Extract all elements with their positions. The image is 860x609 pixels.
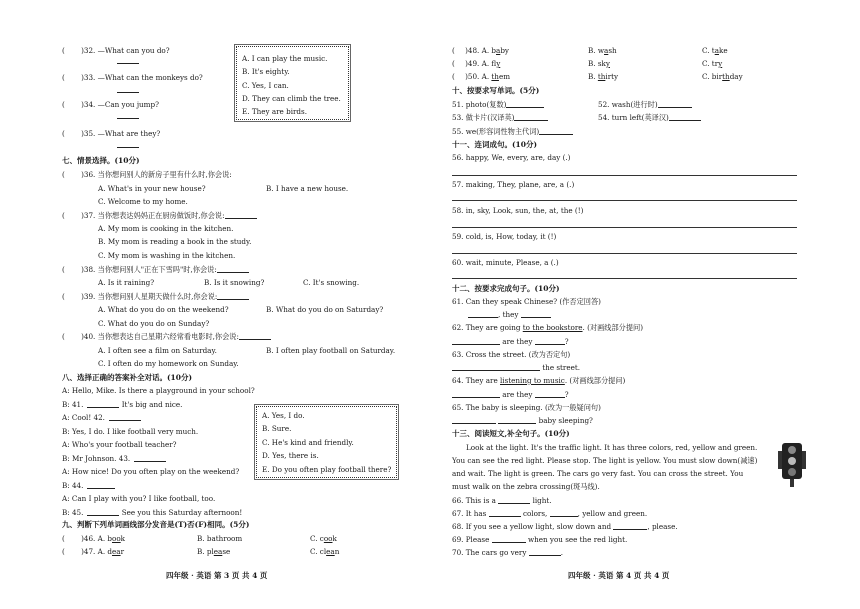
- q39-option-c: C. What do you do on Sunday?: [98, 319, 210, 328]
- question-58: 58. in, sky, Look, sun, the, at, the (!): [452, 206, 584, 215]
- q48-option-c: C. take: [702, 46, 728, 55]
- q47-option-c: C. clean: [310, 547, 340, 556]
- q46-option-b: B. bathroom: [197, 534, 243, 543]
- question-48: ( )48. A. baby: [452, 46, 509, 55]
- answer-line-60[interactable]: [452, 278, 797, 279]
- answer-blank-39[interactable]: [217, 292, 249, 300]
- section-12-title: 十二、按要求完成句子。(10分): [452, 284, 560, 293]
- dialogue-line-10: B: 45. See you this Saturday afternoon!: [62, 508, 243, 517]
- answer-line-56[interactable]: [452, 175, 797, 176]
- answer-blank-68[interactable]: [613, 522, 647, 530]
- answer-blank-66[interactable]: [498, 496, 530, 504]
- q50-option-c: C. birthday: [702, 72, 743, 81]
- answer-line-57[interactable]: [452, 200, 797, 201]
- dialogue-line-1: A: Hello, Mike. Is there a playground in your school?: [62, 386, 255, 395]
- passage-line-3: and wait. The light is green. The cars go very fast. You can cross the street. You: [452, 469, 744, 478]
- answer-blank-65b[interactable]: [498, 416, 536, 424]
- page-footer-4: 四年级 · 英语 第 4 页 共 4 页: [568, 571, 670, 580]
- answer-blank-43[interactable]: [134, 454, 166, 462]
- exam-page-4: [430, 0, 860, 609]
- answer-blank-42[interactable]: [109, 413, 141, 421]
- option-d: D. They can climb the tree.: [242, 94, 341, 103]
- passage-line-4: must walk on the zebra crossing(斑马线).: [452, 482, 600, 491]
- q38-option-b: B. Is it snowing?: [204, 278, 265, 287]
- question-35: ( )35. —What are they?: [62, 129, 161, 138]
- question-56: 56. happy, We, every, are, day (.): [452, 153, 571, 162]
- question-53: 53. 做卡片(汉译英): [452, 113, 548, 122]
- answer-blank-61a[interactable]: [468, 310, 498, 318]
- question-32: ( )32. —What can you do?: [62, 46, 170, 55]
- answer-line-35[interactable]: [117, 147, 139, 148]
- question-37: ( )37. 当你想表达妈妈正在厨房做饭时,你会说:: [62, 211, 257, 220]
- question-51: 51. photo(复数): [452, 100, 544, 109]
- question-64: 64. They are listening to music. (对画线部分提问): [452, 376, 626, 385]
- question-39: ( )39. 当你想问别人星期天做什么时,你会说:: [62, 292, 249, 301]
- q36-option-c: C. Welcome to my home.: [98, 197, 188, 206]
- answer-blank-62a[interactable]: [452, 337, 500, 345]
- question-46: ( )46. A. book: [62, 534, 126, 543]
- dlg-option-e: E. Do you often play football there?: [262, 465, 392, 474]
- answer-62: are they ?: [452, 337, 569, 346]
- answer-63: the street.: [452, 363, 580, 372]
- dialogue-line-3: A: Cool! 42.: [62, 413, 141, 422]
- answer-blank-44[interactable]: [87, 481, 115, 489]
- passage-line-2: You can see the red light. Please stop. The light is yellow. You must slow down(减速): [452, 456, 758, 465]
- answer-blank-65a[interactable]: [452, 416, 496, 424]
- question-33: ( )33. —What can the monkeys do?: [62, 73, 203, 82]
- answer-65: baby sleeping?: [452, 416, 593, 425]
- dialogue-line-5: A: Who's your football teacher?: [62, 440, 177, 449]
- q39-option-a: A. What do you do on the weekend?: [98, 305, 229, 314]
- answer-blank-54[interactable]: [669, 113, 701, 121]
- q50-option-b: B. thirty: [588, 72, 619, 81]
- answer-blank-64a[interactable]: [452, 390, 500, 398]
- question-67: 67. It has colors, , yellow and green.: [452, 509, 648, 518]
- option-b: B. It's eighty.: [242, 67, 290, 76]
- q39-option-b: B. What do you do on Saturday?: [266, 305, 384, 314]
- section-8-title: 八、选择正确的答案补全对话。(10分): [62, 373, 193, 382]
- q38-option-a: A. Is it raining?: [98, 278, 155, 287]
- answer-line-59[interactable]: [452, 253, 797, 254]
- q46-option-c: C. cook: [310, 534, 337, 543]
- answer-blank-45[interactable]: [87, 508, 119, 516]
- question-61: 61. Can they speak Chinese? (作否定回答): [452, 297, 601, 306]
- question-59: 59. cold, is, How, today, it (!): [452, 232, 557, 241]
- answer-blank-38[interactable]: [217, 265, 249, 273]
- q38-option-c: C. It's snowing.: [303, 278, 360, 287]
- option-a: A. I can play the music.: [242, 54, 328, 63]
- q49-option-c: C. try: [702, 59, 723, 68]
- answer-blank-53[interactable]: [514, 113, 548, 121]
- q47-option-b: B. please: [197, 547, 231, 556]
- q49-option-b: B. sky: [588, 59, 610, 68]
- question-47: ( )47. A. dear: [62, 547, 124, 556]
- answer-blank-61b[interactable]: [521, 310, 551, 318]
- question-63: 63. Cross the street. (改为否定句): [452, 350, 571, 359]
- q40-option-c: C. I often do my homework on Sunday.: [98, 359, 239, 368]
- question-62: 62. They are going to the bookstore. (对画线部分提问): [452, 323, 644, 332]
- answer-blank-69[interactable]: [492, 535, 526, 543]
- answer-blank-64b[interactable]: [535, 390, 565, 398]
- page-footer-3: 四年级 · 英语 第 3 页 共 4 页: [166, 571, 268, 580]
- dialogue-line-8: B: 44.: [62, 481, 115, 490]
- answer-blank-37[interactable]: [225, 211, 257, 219]
- dialogue-line-6: B: Mr Johnson. 43.: [62, 454, 166, 463]
- section-9-title: 九、判断下列单词画线部分发音是(T)否(F)相同。(5分): [62, 520, 250, 529]
- dlg-option-a: A. Yes, I do.: [262, 411, 305, 420]
- answer-blank-40[interactable]: [239, 332, 271, 340]
- answer-64: are they ?: [452, 390, 569, 399]
- option-e: E. They are birds.: [242, 107, 308, 116]
- section-10-title: 十、按要求写单词。(5分): [452, 86, 540, 95]
- question-70: 70. The cars go very .: [452, 548, 564, 557]
- question-60: 60. wait, minute, Please, a (.): [452, 258, 559, 267]
- traffic-light-icon: [776, 441, 808, 487]
- q40-option-a: A. I often see a film on Saturday.: [98, 346, 217, 355]
- answer-blank-55[interactable]: [539, 127, 573, 135]
- q48-option-b: B. wash: [588, 46, 617, 55]
- q40-option-b: B. I often play football on Saturday.: [266, 346, 396, 355]
- option-c: C. Yes, I can.: [242, 81, 289, 90]
- answer-blank-52[interactable]: [658, 100, 692, 108]
- question-52: 52. wash(进行时): [598, 100, 692, 109]
- question-40: ( )40. 当你想表达自己星期六经常看电影时,你会说:: [62, 332, 271, 341]
- answer-blank-63[interactable]: [452, 363, 540, 371]
- section-7-title: 七、情景选择。(10分): [62, 156, 140, 165]
- question-55: 55. we(形容词性物主代词): [452, 127, 573, 136]
- question-50: ( )50. A. them: [452, 72, 511, 81]
- question-36: ( )36. 当你想问别人的新房子里有什么时,你会说:: [62, 170, 232, 179]
- q36-option-a: A. What's in your new house?: [98, 184, 206, 193]
- answer-61: , they: [468, 310, 551, 319]
- section-13-title: 十三、阅读短文,补全句子。(10分): [452, 429, 570, 438]
- answer-blank-51[interactable]: [506, 100, 544, 108]
- question-65: 65. The baby is sleeping. (改为一般疑问句): [452, 403, 601, 412]
- dlg-option-b: B. Sure.: [262, 424, 292, 433]
- passage-line-1: Look at the light. It's the traffic light. It has three colors, red, yellow and green.: [466, 443, 758, 452]
- answer-line-58[interactable]: [452, 227, 797, 228]
- answer-line-34[interactable]: [117, 118, 139, 119]
- question-69: 69. Please when you see the red light.: [452, 535, 628, 544]
- dialogue-line-2: B: 41. It's big and nice.: [62, 400, 183, 409]
- question-57: 57. making, They, plane, are, a (.): [452, 180, 575, 189]
- question-66: 66. This is a light.: [452, 496, 552, 505]
- q37-option-c: C. My mom is washing in the kitchen.: [98, 251, 236, 260]
- dlg-option-d: D. Yes, there is.: [262, 451, 319, 460]
- answer-blank-41[interactable]: [87, 400, 119, 408]
- q37-option-b: B. My mom is reading a book in the study.: [98, 237, 252, 246]
- question-68: 68. If you see a yellow light, slow down and , please.: [452, 522, 678, 531]
- answer-line-33[interactable]: [117, 92, 139, 93]
- answer-line-32[interactable]: [117, 63, 139, 64]
- question-38: ( )38. 当你想问别人"正在下雪吗"时,你会说:: [62, 265, 249, 274]
- dlg-option-c: C. He's kind and friendly.: [262, 438, 354, 447]
- dialogue-line-7: A: How nice! Do you often play on the weekend?: [62, 467, 240, 476]
- section-11-title: 十一、连词成句。(10分): [452, 140, 538, 149]
- q37-option-a: A. My mom is cooking in the kitchen.: [98, 224, 234, 233]
- dialogue-line-4: B: Yes, I do. I like football very much.: [62, 427, 199, 436]
- question-34: ( )34. —Can you jump?: [62, 100, 159, 109]
- answer-blank-70[interactable]: [529, 548, 561, 556]
- dialogue-line-9: A: Can I play with you? I like football, too.: [62, 494, 216, 503]
- q36-option-b: B. I have a new house.: [266, 184, 349, 193]
- answer-blank-67a[interactable]: [489, 509, 521, 517]
- question-54: 54. turn left(英译汉): [598, 113, 701, 122]
- answer-blank-62b[interactable]: [535, 337, 565, 345]
- answer-blank-67b[interactable]: [550, 509, 578, 517]
- question-49: ( )49. A. fly: [452, 59, 501, 68]
